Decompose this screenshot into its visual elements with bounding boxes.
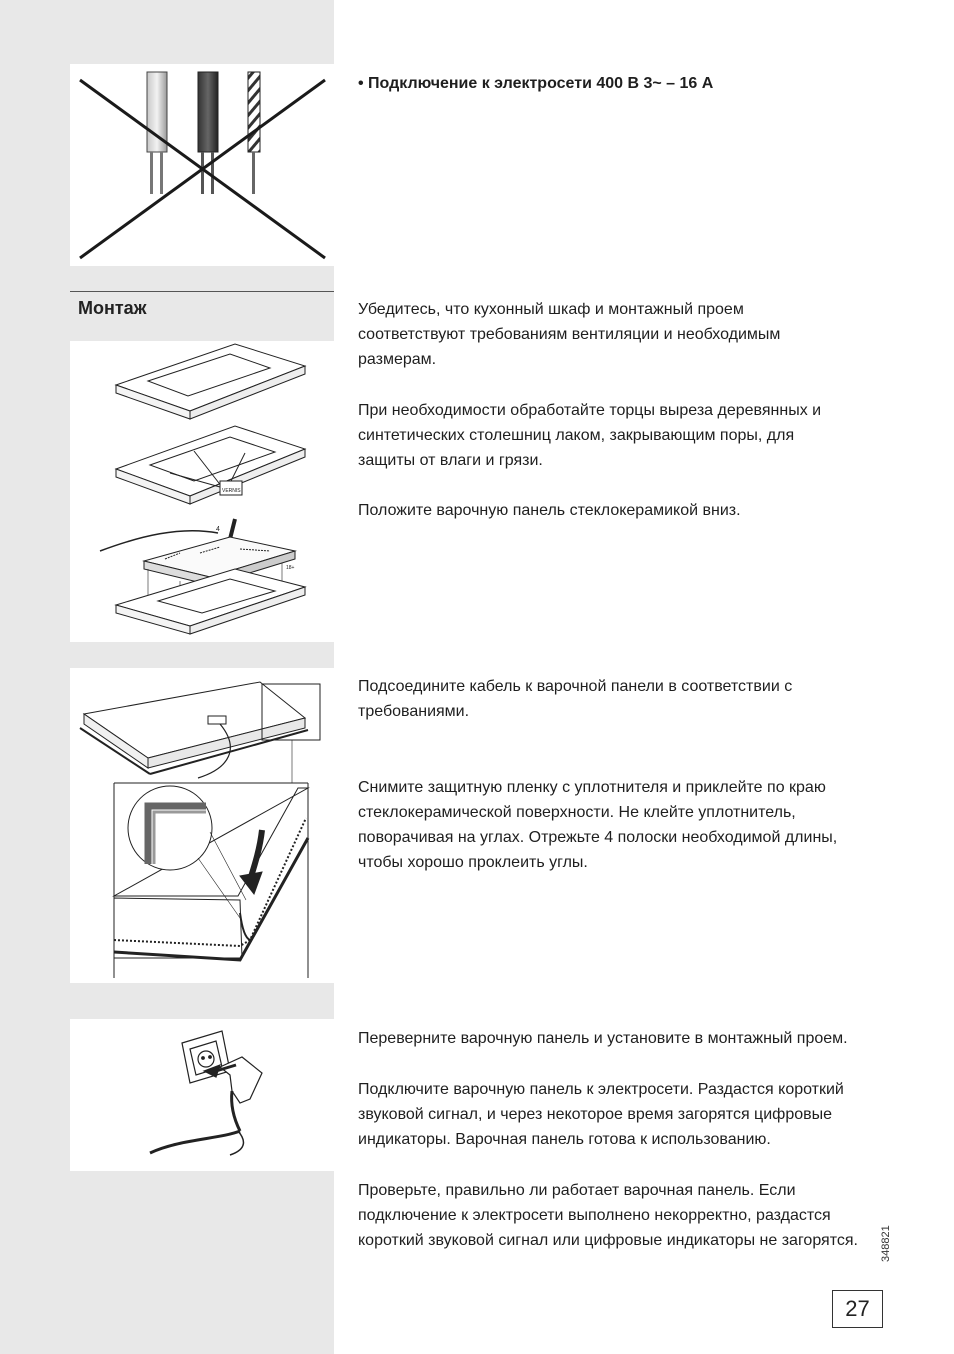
seal-illustration [70, 668, 334, 983]
crossed-cables-figure [70, 64, 334, 266]
paragraph-connect-power: Подключите варочную панель к электросети. Раздастся короткий звуковой сигнал, и через некоторое время загорятся цифровые индикаторы. Варочная панель готова к использованию. [358, 1081, 844, 1148]
paragraph-connect-cable: Подсоедините кабель к варочной панели в соответствии с требованиями. [358, 678, 793, 720]
plug-socket-figure [70, 1019, 334, 1171]
dimension-label: 18+ [286, 565, 295, 571]
section-divider [70, 291, 334, 292]
countertop-illustration [70, 341, 334, 642]
document-code: 348821 [880, 1225, 892, 1262]
seal-application-figure [70, 668, 334, 983]
page-number: 27 [832, 1290, 883, 1328]
section-title: Монтаж [78, 298, 147, 318]
varnish-label: VERNIS [222, 488, 241, 494]
countertop-installation-figure [70, 341, 334, 642]
paragraph-apply-seal: Снимите защитную пленку с уплотнителя и приклейте по краю стеклокерамической поверхности. Не клейте уплотнитель, поворачивая на углах. Отрежьте 4 полоски необходимой длины, чтобы хорошо проклеить углы. [358, 779, 838, 871]
connection-heading: • Подключение к электросети 400 В 3~ – 16 А [358, 75, 714, 92]
plug-socket-illustration [70, 1019, 334, 1171]
crossed-cables-illustration [70, 64, 334, 266]
paragraph-varnish-edges: При необходимости обработайте торцы выреза деревянных и синтетических столешниц лаком, закрывающим поры, для защиты от влаги и грязи. [358, 402, 822, 469]
paragraph-place-panel: Положите варочную панель стеклокерамикой вниз. [358, 502, 741, 519]
step-label: 4 [216, 526, 220, 533]
paragraph-check-cabinet: Убедитесь, что кухонный шкаф и монтажный проем соответствуют требованиям вентиляции и необходимым размерам. [358, 301, 781, 368]
paragraph-check-operation: Проверьте, правильно ли работает варочная панель. Если подключение к электросети выполнено некорректно, раздастся короткий звуковой сигнал или цифровые индикаторы не загорятся. [358, 1182, 858, 1249]
paragraph-install-panel: Переверните варочную панель и установите в монтажный проем. [358, 1030, 848, 1047]
